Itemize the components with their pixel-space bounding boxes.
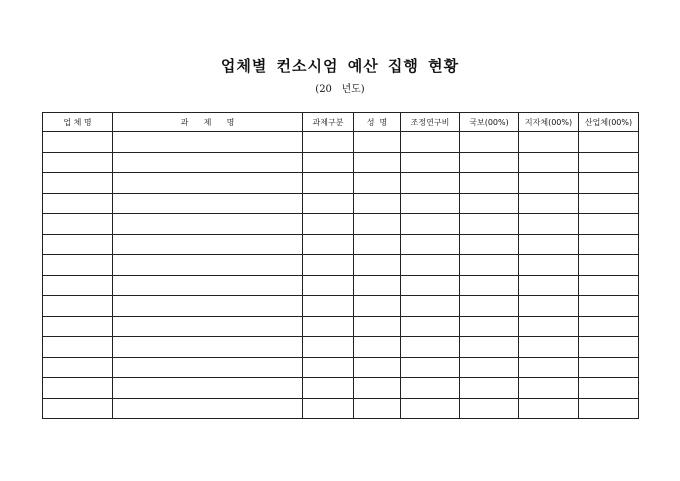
header-project-name: 과 제 명 [113, 113, 303, 132]
table-cell[interactable] [460, 214, 519, 235]
table-row [43, 214, 639, 235]
table-cell[interactable] [519, 152, 579, 173]
table-cell[interactable] [43, 398, 113, 419]
table-row [43, 152, 639, 173]
table-cell[interactable] [113, 275, 303, 296]
table-row [43, 193, 639, 214]
table-cell[interactable] [113, 193, 303, 214]
table-cell[interactable] [519, 378, 579, 399]
table-cell[interactable] [401, 132, 460, 153]
table-cell[interactable] [303, 398, 354, 419]
table-cell[interactable] [460, 337, 519, 358]
table-cell[interactable] [579, 132, 639, 153]
table-cell[interactable] [460, 316, 519, 337]
table-cell[interactable] [401, 337, 460, 358]
table-cell[interactable] [354, 132, 401, 153]
table-cell[interactable] [354, 337, 401, 358]
table-cell[interactable] [354, 398, 401, 419]
table-cell[interactable] [113, 316, 303, 337]
table-cell[interactable] [113, 173, 303, 194]
table-cell[interactable] [519, 173, 579, 194]
table-cell[interactable] [43, 255, 113, 276]
table-cell[interactable] [354, 214, 401, 235]
table-cell[interactable] [303, 234, 354, 255]
table-cell[interactable] [579, 255, 639, 276]
document-title: 업체별 컨소시엄 예산 집행 현황 [220, 57, 460, 75]
table-cell[interactable] [401, 214, 460, 235]
table-cell[interactable] [460, 398, 519, 419]
table-cell[interactable] [43, 357, 113, 378]
header-person-name: 성 명 [354, 113, 401, 132]
header-company-name: 업 체 명 [43, 113, 113, 132]
table-cell[interactable] [43, 234, 113, 255]
document-subtitle: (20 년도) [315, 84, 365, 95]
header-industry-fund: 산업체(00%) [579, 113, 639, 132]
table-cell[interactable] [113, 255, 303, 276]
table-cell[interactable] [303, 296, 354, 317]
table-cell[interactable] [401, 275, 460, 296]
table-cell[interactable] [519, 214, 579, 235]
table-row [43, 255, 639, 276]
table-cell[interactable] [460, 234, 519, 255]
table-cell[interactable] [113, 234, 303, 255]
table-cell[interactable] [519, 275, 579, 296]
table-row [43, 337, 639, 358]
table-cell[interactable] [401, 357, 460, 378]
table-cell[interactable] [113, 296, 303, 317]
table-cell[interactable] [43, 132, 113, 153]
table-cell[interactable] [401, 234, 460, 255]
table-cell[interactable] [303, 378, 354, 399]
table-cell[interactable] [303, 357, 354, 378]
table-cell[interactable] [579, 214, 639, 235]
table-cell[interactable] [519, 234, 579, 255]
table-cell[interactable] [113, 378, 303, 399]
table-cell[interactable] [354, 255, 401, 276]
table-cell[interactable] [460, 357, 519, 378]
table-cell[interactable] [401, 316, 460, 337]
table-cell[interactable] [579, 152, 639, 173]
table-cell[interactable] [579, 296, 639, 317]
table-cell[interactable] [519, 193, 579, 214]
table-cell[interactable] [579, 316, 639, 337]
header-local-gov-fund: 지자체(00%) [519, 113, 579, 132]
table-cell[interactable] [43, 337, 113, 358]
table-cell[interactable] [401, 378, 460, 399]
table-cell[interactable] [43, 275, 113, 296]
table-header-row [43, 113, 639, 132]
table-cell[interactable] [401, 398, 460, 419]
table-cell[interactable] [354, 378, 401, 399]
table-body [43, 132, 639, 419]
table-cell[interactable] [113, 132, 303, 153]
table-cell[interactable] [354, 193, 401, 214]
table-row [43, 357, 639, 378]
table-cell[interactable] [460, 378, 519, 399]
table-cell[interactable] [354, 152, 401, 173]
table-cell[interactable] [43, 173, 113, 194]
table-row [43, 234, 639, 255]
table-cell[interactable] [579, 378, 639, 399]
table-cell[interactable] [354, 296, 401, 317]
table-cell[interactable] [519, 337, 579, 358]
table-cell[interactable] [303, 337, 354, 358]
table-cell[interactable] [401, 255, 460, 276]
table-cell[interactable] [579, 357, 639, 378]
table-cell[interactable] [519, 132, 579, 153]
table-cell[interactable] [303, 316, 354, 337]
table-cell[interactable] [579, 337, 639, 358]
table-row [43, 378, 639, 399]
table-cell[interactable] [579, 234, 639, 255]
table-cell[interactable] [354, 173, 401, 194]
table-cell[interactable] [460, 296, 519, 317]
table-cell[interactable] [460, 193, 519, 214]
table-cell[interactable] [43, 378, 113, 399]
table-row [43, 275, 639, 296]
table-cell[interactable] [519, 357, 579, 378]
table-cell[interactable] [113, 214, 303, 235]
table-row [43, 132, 639, 153]
table-cell[interactable] [113, 152, 303, 173]
table-cell[interactable] [401, 152, 460, 173]
table-cell[interactable] [303, 193, 354, 214]
table-cell[interactable] [519, 296, 579, 317]
header-national-fund: 국보(00%) [460, 113, 519, 132]
table-cell[interactable] [460, 132, 519, 153]
table-row [43, 296, 639, 317]
header-project-type: 과제구분 [303, 113, 354, 132]
table-cell[interactable] [579, 275, 639, 296]
table-cell[interactable] [113, 398, 303, 419]
table-row [43, 316, 639, 337]
table-cell[interactable] [579, 193, 639, 214]
table-cell[interactable] [303, 214, 354, 235]
table-cell[interactable] [43, 214, 113, 235]
table-cell[interactable] [43, 193, 113, 214]
budget-table [42, 112, 639, 419]
table-row [43, 173, 639, 194]
table-cell[interactable] [460, 275, 519, 296]
table-row [43, 398, 639, 419]
table-cell[interactable] [579, 173, 639, 194]
table-cell[interactable] [579, 398, 639, 419]
table-cell[interactable] [303, 132, 354, 153]
table-cell[interactable] [354, 316, 401, 337]
table-cell[interactable] [354, 234, 401, 255]
table-cell[interactable] [303, 152, 354, 173]
table-cell[interactable] [519, 398, 579, 419]
table-cell[interactable] [113, 337, 303, 358]
table-cell[interactable] [113, 357, 303, 378]
table-cell[interactable] [43, 152, 113, 173]
table-cell[interactable] [401, 173, 460, 194]
table-cell[interactable] [401, 193, 460, 214]
table-cell[interactable] [519, 255, 579, 276]
table-cell[interactable] [303, 275, 354, 296]
table-cell[interactable] [460, 255, 519, 276]
header-adjusted-budget: 조정연구비 [401, 113, 460, 132]
table-cell[interactable] [460, 152, 519, 173]
table-cell[interactable] [354, 357, 401, 378]
table-cell[interactable] [43, 296, 113, 317]
table-cell[interactable] [303, 255, 354, 276]
table-cell[interactable] [519, 316, 579, 337]
table-cell[interactable] [43, 316, 113, 337]
table-cell[interactable] [460, 173, 519, 194]
table-cell[interactable] [354, 275, 401, 296]
table-cell[interactable] [303, 173, 354, 194]
table-cell[interactable] [401, 296, 460, 317]
